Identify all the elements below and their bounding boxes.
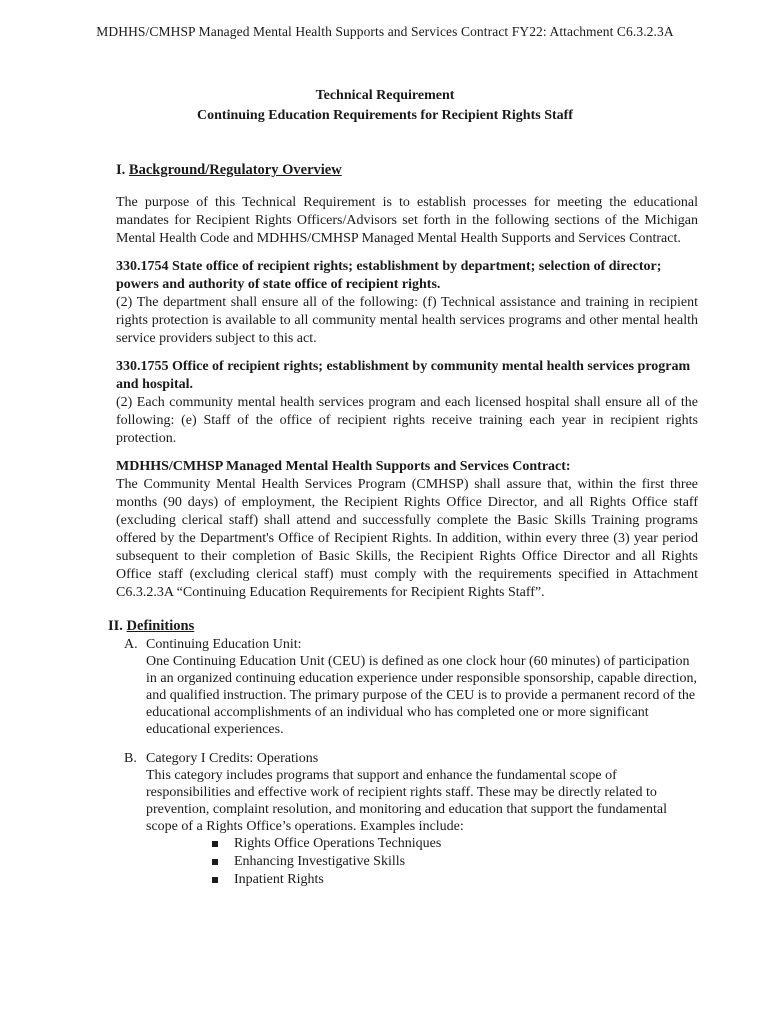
definition-letter: B. bbox=[124, 751, 137, 766]
statute-1755-text: (2) Each community mental health services program and each licensed hospital shall ensure all of the following: (e) Staff of the office of recipient rights receive training each year in recipient rights protection. bbox=[116, 395, 698, 446]
document-title bbox=[0, 86, 770, 126]
square-bullet-icon bbox=[212, 877, 218, 883]
square-bullet-icon bbox=[212, 841, 218, 847]
section-1-title: Background/Regulatory Overview bbox=[128, 162, 342, 178]
list-item: Inpatient Rights bbox=[212, 871, 698, 889]
statute-1755-heading: 330.1755 Office of recipient rights; establishment by community mental health services program and hospital. bbox=[116, 359, 691, 392]
definition-body: One Continuing Education Unit (CEU) is defined as one clock hour (60 minutes) of participation in an organized continuing education experience under responsible sponsorship, capable direction, and qualified instruction. The primary purpose of the CEU is to provide a permanent record of the educational accomplishments of an individual who has completed one or more significant educational experiences. bbox=[146, 654, 698, 737]
section-2-heading bbox=[108, 616, 698, 636]
section-1-heading bbox=[116, 160, 698, 180]
definition-item bbox=[124, 750, 698, 889]
section-1-number: I. bbox=[116, 162, 126, 178]
definition-title: Category I Credits: Operations bbox=[146, 751, 319, 766]
section-2 bbox=[108, 616, 698, 889]
contract-text: The Community Mental Health Services Program (CMHSP) shall assure that, within the first three months (90 days) of employment, the Recipient Rights Office Director, and all Rights Office staff (excluding clerical staff) shall attend and successfully complete the Basic Skills Training programs offered by the Department's Office of Recipient Rights. In addition, within every three (3) year period subsequent to their completion of Basic Skills, the Recipient Rights Office Director and all Rights Office staff (excluding clerical staff) must comply with the requirements specified in Attachment C6.3.2.3A “Continuing Education Requirements for Recipient Rights Staff”. bbox=[116, 477, 698, 600]
contract-heading: MDHHS/CMHSP Managed Mental Health Supports and Services Contract: bbox=[116, 459, 571, 474]
definitions-list bbox=[124, 636, 698, 889]
definition-item bbox=[124, 636, 698, 738]
section-2-title: Definitions bbox=[126, 618, 195, 634]
statute-1754-heading: 330.1754 State office of recipient rights; establishment by department; selection of director; powers and authority of state office of recipient rights. bbox=[116, 259, 662, 292]
statute-1754-text: (2) The department shall ensure all of the following: (f) Technical assistance and training in recipient rights protection is available to all community mental health services programs and other mental health service providers subject to this act. bbox=[116, 295, 698, 346]
title-line-1: Technical Requirement bbox=[315, 88, 455, 103]
list-item: Rights Office Operations Techniques bbox=[212, 835, 698, 853]
running-header: MDHHS/CMHSP Managed Mental Health Supports and Services Contract FY22: Attachment C6.3.2.3A bbox=[96, 24, 674, 39]
examples-list bbox=[212, 835, 698, 889]
document-body bbox=[108, 160, 698, 889]
square-bullet-icon bbox=[212, 859, 218, 865]
definition-title: Continuing Education Unit: bbox=[146, 637, 302, 652]
section-2-number: II. bbox=[108, 618, 123, 634]
list-item: Enhancing Investigative Skills bbox=[212, 853, 698, 871]
section-1-intro: The purpose of this Technical Requirement is to establish processes for meeting the educational mandates for Recipient Rights Officers/Advisors set forth in the following sections of the Michigan Mental Health Code and MDHHS/CMHSP Managed Mental Health Supports and Services Contract. bbox=[116, 195, 698, 246]
definition-letter: A. bbox=[124, 637, 138, 652]
definition-body: This category includes programs that support and enhance the fundamental scope of responsibilities and effective work of recipient rights staff. These may be directly related to prevention, complaint resolution, and monitoring and education that support the fundamental scope of a Rights Office’s operations. Examples include: bbox=[146, 768, 667, 834]
title-line-2: Continuing Education Requirements for Recipient Rights Staff bbox=[197, 108, 573, 123]
